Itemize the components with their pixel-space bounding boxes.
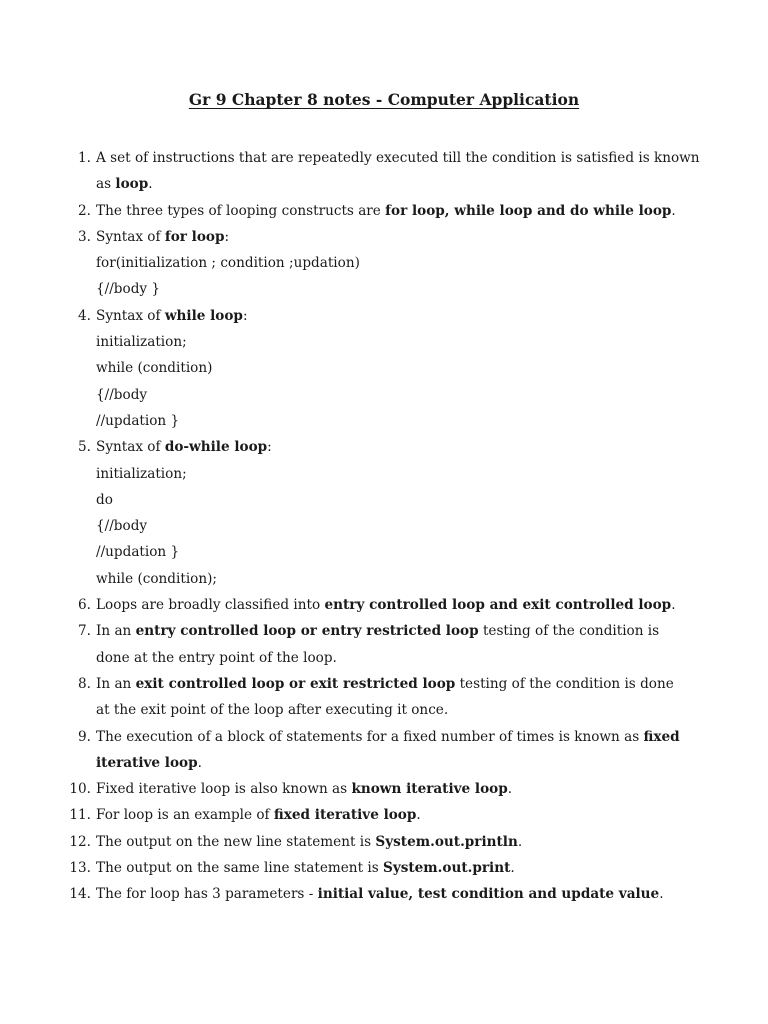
text-segment: .	[517, 833, 523, 850]
bold-term: do-while loop	[164, 439, 268, 456]
text-segment: at the exit point of the loop after executing it once.	[96, 702, 449, 719]
text-segment: .	[197, 754, 202, 771]
item-line	[96, 276, 688, 302]
text-segment: The three types of looping constructs are	[96, 202, 386, 219]
text-segment: The execution of a block of statements for a fixed number of times is known as	[96, 728, 644, 745]
bold-term: iterative loop	[96, 754, 198, 771]
text-segment: testing of the condition is	[478, 623, 660, 640]
item-line	[96, 198, 688, 224]
list-item	[0, 303, 768, 434]
list-item	[0, 224, 768, 303]
text-segment: :	[224, 228, 230, 245]
text-segment: do	[96, 491, 113, 508]
item-line	[96, 592, 688, 618]
text-segment: .	[659, 886, 664, 903]
text-segment: initialization;	[96, 334, 187, 351]
item-number: 7.	[78, 623, 91, 640]
item-line	[96, 881, 688, 907]
bold-term: initial value, test condition and update value	[317, 886, 660, 903]
item-line	[96, 250, 688, 276]
item-line	[96, 145, 700, 171]
bold-term: fixed	[643, 728, 680, 745]
item-number: 14.	[69, 886, 91, 903]
bold-term: loop	[115, 176, 149, 193]
text-segment: Syntax of	[96, 307, 165, 324]
item-number: 4.	[78, 307, 91, 324]
text-segment: {//body }	[96, 281, 161, 298]
text-segment: The for loop has 3 parameters -	[96, 886, 318, 903]
text-segment: Syntax of	[96, 228, 165, 245]
notes-list	[0, 145, 768, 908]
bold-term: entry controlled loop and exit controlled loop	[324, 597, 672, 614]
text-segment: For loop is an example of	[96, 807, 274, 824]
text-segment: while (condition);	[96, 570, 217, 587]
item-line	[96, 329, 688, 355]
list-item	[0, 724, 768, 777]
item-line	[96, 750, 688, 776]
list-item	[0, 855, 768, 881]
text-segment: for(initialization ; condition ;updation)	[96, 255, 360, 272]
item-number: 1.	[78, 150, 91, 166]
text-segment: //updation }	[96, 544, 180, 561]
list-item	[0, 434, 768, 592]
text-segment: .	[671, 597, 676, 614]
text-segment: In an	[96, 675, 136, 692]
text-segment: //updation }	[96, 412, 180, 429]
text-segment: as	[96, 176, 116, 193]
item-line	[96, 513, 688, 539]
text-segment: :	[242, 307, 248, 324]
list-item	[0, 829, 768, 855]
text-segment: .	[148, 176, 153, 193]
list-item	[0, 145, 768, 198]
item-line	[96, 303, 688, 329]
text-segment: initialization;	[96, 465, 187, 482]
bold-term: while loop	[164, 307, 243, 324]
list-item	[0, 198, 768, 224]
item-line	[96, 618, 688, 644]
item-number: 11.	[69, 807, 91, 824]
list-item	[0, 881, 768, 907]
bold-term: System.out.println	[375, 833, 518, 850]
bold-term: System.out.print	[383, 860, 511, 877]
text-segment: A set of instructions that are repeatedly executed till the condition is satisfied is known	[96, 150, 700, 166]
item-line	[96, 355, 688, 381]
item-number: 12.	[69, 833, 91, 850]
item-line	[96, 829, 688, 855]
item-line	[96, 487, 688, 513]
bold-term: exit controlled loop or exit restricted loop	[135, 675, 456, 692]
item-number: 3.	[78, 228, 91, 245]
text-segment: The output on the new line statement is	[96, 833, 376, 850]
text-segment: In an	[96, 623, 136, 640]
item-line	[96, 382, 688, 408]
item-line	[96, 539, 688, 565]
item-line	[96, 802, 688, 828]
text-segment: .	[671, 202, 676, 219]
text-segment: The output on the same line statement is	[96, 860, 383, 877]
text-segment: Loops are broadly classified into	[96, 597, 325, 614]
list-item	[0, 671, 768, 724]
bold-term: for loop	[164, 228, 225, 245]
page-title: Gr 9 Chapter 8 notes - Computer Application	[188, 90, 580, 109]
item-number: 13.	[69, 860, 91, 877]
text-segment: :	[267, 439, 272, 456]
item-line	[96, 697, 688, 723]
item-line	[96, 776, 688, 802]
item-line	[96, 671, 688, 697]
item-line	[96, 855, 688, 881]
text-segment: .	[507, 781, 513, 798]
item-number: 8.	[78, 675, 91, 692]
list-item	[0, 802, 768, 828]
item-line	[96, 645, 688, 671]
text-segment: testing of the condition is done	[455, 675, 674, 692]
bold-term: fixed iterative loop	[273, 807, 417, 824]
bold-term: for loop, while loop and do while loop	[385, 202, 672, 219]
text-segment: .	[416, 807, 421, 824]
item-number: 10.	[69, 781, 91, 798]
text-segment: .	[510, 860, 515, 877]
text-segment: {//body	[96, 518, 148, 535]
item-line	[96, 224, 688, 250]
text-segment: while (condition)	[96, 360, 213, 377]
item-line	[96, 408, 688, 434]
item-number: 6.	[78, 597, 91, 614]
item-number: 9.	[78, 728, 91, 745]
list-item	[0, 592, 768, 618]
list-item	[0, 776, 768, 802]
list-item	[0, 618, 768, 671]
text-segment: done at the entry point of the loop.	[96, 649, 337, 666]
item-line	[96, 461, 688, 487]
item-number: 5.	[78, 439, 91, 456]
item-line	[96, 724, 688, 750]
item-line	[96, 171, 688, 197]
text-segment: {//body	[96, 386, 148, 403]
bold-term: entry controlled loop or entry restricted loop	[135, 623, 479, 640]
item-line	[96, 566, 688, 592]
bold-term: known iterative loop	[351, 781, 508, 798]
text-segment: Fixed iterative loop is also known as	[96, 781, 352, 798]
text-segment: Syntax of	[96, 439, 165, 456]
item-number: 2.	[78, 202, 91, 219]
item-line	[96, 434, 688, 460]
